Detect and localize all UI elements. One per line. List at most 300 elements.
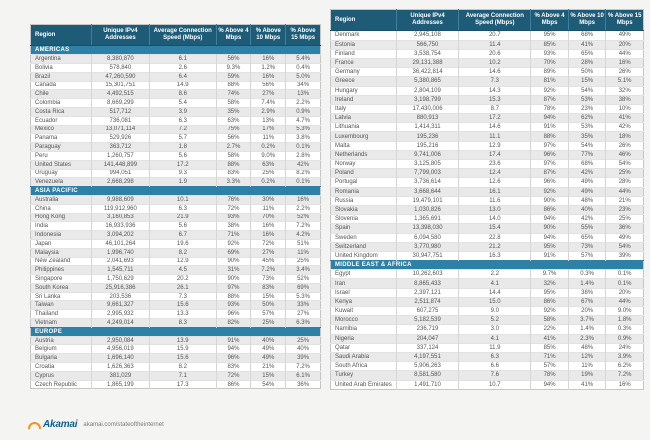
value-cell-speed: 10.1 — [149, 195, 216, 204]
table-row — [331, 270, 644, 279]
value-cell-above15: 52% — [286, 213, 321, 222]
value-cell-above4: 93% — [216, 213, 251, 222]
column-header-above15: % Above 15 Mbps — [286, 25, 321, 46]
value-cell-speed: 6.4 — [149, 72, 216, 81]
country-cell: Indonesia — [31, 231, 92, 240]
value-cell-speed: 8.2 — [149, 248, 216, 257]
country-cell: United States — [31, 160, 92, 169]
value-cell-above15: 36% — [606, 224, 644, 233]
value-cell-above10: 9.0% — [251, 151, 286, 160]
column-header-speed: Average Connection Speed (Mbps) — [149, 25, 216, 46]
value-cell-speed: 20.7 — [459, 31, 531, 40]
value-cell-above10: 63% — [251, 160, 286, 169]
value-cell-above4: 87% — [531, 95, 569, 104]
value-cell-ipv4: 29,131,388 — [396, 58, 459, 67]
table-row — [331, 316, 644, 325]
column-header-above4: % Above 4 Mbps — [216, 25, 251, 46]
country-cell: Latvia — [331, 114, 397, 123]
value-cell-ipv4: 6,094,580 — [396, 233, 459, 242]
value-cell-above15: 0.1% — [286, 143, 321, 152]
country-cell: Portugal — [331, 178, 397, 187]
value-cell-speed: 13.3 — [149, 310, 216, 319]
value-cell-above4: 91% — [531, 251, 569, 260]
akamai-logo — [28, 419, 77, 430]
value-cell-speed: 12.9 — [149, 257, 216, 266]
value-cell-above15: 28% — [606, 178, 644, 187]
country-cell: Spain — [331, 224, 397, 233]
value-cell-above15: 52% — [286, 275, 321, 284]
value-cell-above10: 21% — [251, 363, 286, 372]
value-cell-above4: 94% — [531, 380, 569, 389]
connection-speed-table-left — [30, 24, 321, 389]
value-cell-speed: 8.3 — [149, 319, 216, 328]
value-cell-above15: 0.9% — [606, 334, 644, 343]
value-cell-ipv4: 1,545,711 — [91, 266, 149, 275]
value-cell-above15: 49% — [606, 233, 644, 242]
value-cell-speed: 1.8 — [149, 143, 216, 152]
value-cell-above4: 93% — [216, 301, 251, 310]
value-cell-above10: 73% — [251, 275, 286, 284]
country-cell: Canada — [31, 81, 92, 90]
value-cell-speed: 14.9 — [149, 81, 216, 90]
value-cell-speed: 6.3 — [459, 352, 531, 361]
country-cell: Costa Rica — [31, 107, 92, 116]
value-cell-above4: 94% — [531, 114, 569, 123]
value-cell-above15: 25% — [606, 215, 644, 224]
table-row — [31, 257, 321, 266]
column-header-above4: % Above 4 Mbps — [531, 10, 569, 31]
value-cell-ipv4: 1,260,757 — [91, 151, 149, 160]
table-row — [31, 292, 321, 301]
value-cell-above15: 26% — [606, 68, 644, 77]
value-cell-above4: 63% — [216, 116, 251, 125]
country-cell: Peru — [31, 151, 92, 160]
value-cell-above10: 38% — [568, 288, 606, 297]
value-cell-ipv4: 2,397,121 — [396, 288, 459, 297]
value-cell-above4: 78% — [531, 104, 569, 113]
value-cell-above10: 62% — [568, 114, 606, 123]
value-cell-speed: 8.7 — [459, 104, 531, 113]
value-cell-speed: 17.2 — [149, 160, 216, 169]
value-cell-above15: 69% — [286, 283, 321, 292]
value-cell-above15: 25% — [286, 257, 321, 266]
value-cell-above15: 3.4% — [286, 266, 321, 275]
country-cell: Argentina — [31, 55, 92, 64]
country-cell: Hong Kong — [31, 213, 92, 222]
value-cell-above4: 90% — [216, 257, 251, 266]
value-cell-speed: 5.6 — [149, 222, 216, 231]
value-cell-ipv4: 2,945,108 — [396, 31, 459, 40]
table-row — [31, 380, 321, 389]
value-cell-above4: 32% — [531, 279, 569, 288]
value-cell-above4: 96% — [216, 354, 251, 363]
table-row — [31, 275, 321, 284]
value-cell-above15: 5.3% — [286, 292, 321, 301]
table-row — [331, 307, 644, 316]
value-cell-above10: 20% — [568, 307, 606, 316]
value-cell-above4: 97% — [216, 283, 251, 292]
country-cell: Kenya — [331, 297, 397, 306]
table-row — [331, 104, 644, 113]
value-cell-above10: 19% — [568, 371, 606, 380]
value-cell-ipv4: 30,947,751 — [396, 251, 459, 260]
table-row — [331, 362, 644, 371]
value-cell-above4: 82% — [216, 319, 251, 328]
value-cell-above4: 58% — [216, 151, 251, 160]
section-header-row — [31, 327, 321, 336]
value-cell-speed: 8.2 — [149, 363, 216, 372]
value-cell-above4: 56% — [216, 55, 251, 64]
footer-url[interactable]: akamai.com/stateoftheinternet — [83, 422, 164, 428]
table-row — [331, 132, 644, 141]
value-cell-speed: 16.3 — [459, 251, 531, 260]
table-row — [31, 204, 321, 213]
value-cell-above4: 58% — [216, 99, 251, 108]
value-cell-speed: 5.7 — [149, 134, 216, 143]
value-cell-speed: 14.6 — [459, 68, 531, 77]
value-cell-speed: 21.2 — [459, 242, 531, 251]
value-cell-above15: 0.9% — [286, 107, 321, 116]
header-row — [31, 25, 321, 46]
value-cell-ipv4: 363,712 — [91, 143, 149, 152]
value-cell-ipv4: 236,719 — [396, 325, 459, 334]
value-cell-above4: 74% — [216, 90, 251, 99]
country-cell: Paraguay — [31, 143, 92, 152]
value-cell-above4: 89% — [531, 68, 569, 77]
country-cell: Nigeria — [331, 334, 397, 343]
value-cell-ipv4: 3,770,980 — [396, 242, 459, 251]
country-cell: Brazil — [31, 72, 92, 81]
country-cell: Lithuania — [331, 123, 397, 132]
value-cell-speed: 20.2 — [149, 275, 216, 284]
value-cell-above4: 72% — [216, 371, 251, 380]
country-cell: Turkey — [331, 371, 397, 380]
value-cell-above15: 0.1% — [606, 270, 644, 279]
table-row — [31, 354, 321, 363]
value-cell-above15: 0.4% — [286, 63, 321, 72]
value-cell-above4: 90% — [531, 224, 569, 233]
country-cell: United Arab Emirates — [331, 380, 397, 389]
value-cell-above10: 50% — [568, 68, 606, 77]
value-cell-speed: 19.6 — [149, 239, 216, 248]
value-cell-above15: 25% — [286, 336, 321, 345]
country-cell: Italy — [331, 104, 397, 113]
table-row — [31, 55, 321, 64]
value-cell-ipv4: 1,414,311 — [396, 123, 459, 132]
country-cell: Japan — [31, 239, 92, 248]
value-cell-above10: 42% — [568, 169, 606, 178]
table-row — [331, 380, 644, 389]
value-cell-speed: 14.3 — [459, 86, 531, 95]
value-cell-above10: 68% — [568, 160, 606, 169]
table-row — [331, 141, 644, 150]
value-cell-ipv4: 47,260,590 — [91, 72, 149, 81]
table-row — [331, 31, 644, 40]
value-cell-ipv4: 1,030,826 — [396, 205, 459, 214]
table-row — [331, 215, 644, 224]
value-cell-speed: 16.1 — [459, 187, 531, 196]
table-row — [331, 224, 644, 233]
country-cell: Iran — [331, 279, 397, 288]
value-cell-above10: 49% — [251, 354, 286, 363]
value-cell-ipv4: 195,216 — [396, 141, 459, 150]
value-cell-speed: 14.6 — [459, 123, 531, 132]
value-cell-above4: 95% — [531, 288, 569, 297]
value-cell-above10: 57% — [251, 310, 286, 319]
value-cell-above15: 54% — [606, 242, 644, 251]
value-cell-above15: 5.1% — [606, 77, 644, 86]
table-row — [31, 345, 321, 354]
value-cell-speed: 6.3 — [149, 204, 216, 213]
country-cell: Luxembourg — [331, 132, 397, 141]
table-row — [331, 68, 644, 77]
value-cell-speed: 11.6 — [459, 196, 531, 205]
table-row — [31, 310, 321, 319]
table-row — [31, 169, 321, 178]
akamai-logo-text: Akamai — [43, 419, 78, 430]
value-cell-above15: 38% — [606, 95, 644, 104]
value-cell-speed: 17.2 — [459, 114, 531, 123]
value-cell-ipv4: 17,430,006 — [396, 104, 459, 113]
table-row — [331, 233, 644, 242]
value-cell-speed: 14.4 — [459, 288, 531, 297]
value-cell-above15: 5.3% — [286, 125, 321, 134]
value-cell-above10: 48% — [568, 196, 606, 205]
value-cell-speed: 9.0 — [459, 307, 531, 316]
value-cell-above4: 69% — [216, 248, 251, 257]
value-cell-ipv4: 13,398,030 — [396, 224, 459, 233]
table-row — [31, 72, 321, 81]
value-cell-above10: 11% — [251, 134, 286, 143]
value-cell-above15: 6.1% — [286, 371, 321, 380]
table-row — [331, 196, 644, 205]
value-cell-above4: 92% — [531, 307, 569, 316]
value-cell-ipv4: 880,913 — [396, 114, 459, 123]
column-header-ipv4: Unique IPv4 Addresses — [396, 10, 459, 31]
country-cell: South Africa — [331, 362, 397, 371]
value-cell-ipv4: 3,160,853 — [91, 213, 149, 222]
country-cell: Venezuela — [31, 178, 92, 187]
value-cell-above10: 57% — [568, 251, 606, 260]
value-cell-ipv4: 203,536 — [91, 292, 149, 301]
value-cell-above15: 3.8% — [286, 134, 321, 143]
value-cell-above15: 6.3% — [286, 319, 321, 328]
table-row — [31, 283, 321, 292]
value-cell-speed: 21.9 — [149, 213, 216, 222]
value-cell-above4: 76% — [216, 195, 251, 204]
country-cell: Bolivia — [31, 63, 92, 72]
value-cell-above10: 40% — [251, 336, 286, 345]
table-row — [31, 336, 321, 345]
value-cell-above15: 16% — [606, 380, 644, 389]
country-cell: Norway — [331, 160, 397, 169]
value-cell-above4: 9.7% — [531, 270, 569, 279]
value-cell-speed: 2.6 — [149, 63, 216, 72]
value-cell-ipv4: 3,668,644 — [396, 187, 459, 196]
value-cell-speed: 7.3 — [149, 292, 216, 301]
value-cell-ipv4: 2,668,298 — [91, 178, 149, 187]
value-cell-above15: 25% — [606, 169, 644, 178]
table-row — [31, 248, 321, 257]
value-cell-above10: 3.7% — [568, 316, 606, 325]
value-cell-speed: 7.1 — [149, 371, 216, 380]
table-row — [31, 107, 321, 116]
value-cell-above15: 4.2% — [286, 231, 321, 240]
value-cell-above10: 41% — [568, 380, 606, 389]
value-cell-above15: 20% — [606, 40, 644, 49]
country-cell: Namibia — [331, 325, 397, 334]
table-row — [331, 77, 644, 86]
country-cell: France — [331, 58, 397, 67]
value-cell-speed: 15.9 — [149, 345, 216, 354]
value-cell-above15: 24% — [606, 343, 644, 352]
value-cell-above10: 23% — [568, 104, 606, 113]
country-cell: Hungary — [331, 86, 397, 95]
table-row — [331, 114, 644, 123]
value-cell-ipv4: 10,262,603 — [396, 270, 459, 279]
value-cell-above4: 97% — [531, 141, 569, 150]
value-cell-speed: 15.0 — [459, 297, 531, 306]
value-cell-above15: 8.2% — [286, 169, 321, 178]
section-title: ASIA PACIFIC — [31, 187, 321, 196]
value-cell-above4: 88% — [216, 292, 251, 301]
value-cell-above10: 15% — [568, 77, 606, 86]
value-cell-above10: 49% — [251, 345, 286, 354]
value-cell-ipv4: 9,741,006 — [396, 150, 459, 159]
value-cell-speed: 15.6 — [149, 354, 216, 363]
value-cell-ipv4: 529,926 — [91, 134, 149, 143]
value-cell-ipv4: 9,988,609 — [91, 195, 149, 204]
value-cell-above4: 71% — [531, 352, 569, 361]
column-header-above10: % Above 10 Mbps — [251, 25, 286, 46]
value-cell-above4: 88% — [531, 132, 569, 141]
value-cell-ipv4: 2,041,693 — [91, 257, 149, 266]
value-cell-ipv4: 141,448,899 — [91, 160, 149, 169]
value-cell-speed: 5.4 — [149, 99, 216, 108]
value-cell-above15: 20% — [606, 288, 644, 297]
value-cell-above4: 92% — [531, 86, 569, 95]
section-header-row — [31, 46, 321, 55]
table-row — [331, 242, 644, 251]
value-cell-above15: 2.2% — [286, 204, 321, 213]
country-cell: Slovenia — [331, 215, 397, 224]
value-cell-above15: 46% — [606, 150, 644, 159]
value-cell-above15: 7.2% — [286, 363, 321, 372]
value-cell-speed: 7.6 — [459, 371, 531, 380]
value-cell-above4: 94% — [531, 215, 569, 224]
value-cell-above4: 38% — [216, 222, 251, 231]
table-row — [331, 40, 644, 49]
country-cell: Singapore — [31, 275, 92, 284]
value-cell-ipv4: 8,380,870 — [91, 55, 149, 64]
country-cell: Finland — [331, 49, 397, 58]
connection-speed-table-right — [330, 9, 644, 390]
value-cell-speed: 14.0 — [459, 215, 531, 224]
table-row — [331, 49, 644, 58]
value-cell-above4: 85% — [531, 343, 569, 352]
country-cell: Cyprus — [31, 371, 92, 380]
country-cell: Denmark — [331, 31, 397, 40]
country-cell: Poland — [331, 169, 397, 178]
value-cell-ipv4: 1,696,140 — [91, 354, 149, 363]
value-cell-ipv4: 3,094,202 — [91, 231, 149, 240]
table-row — [31, 160, 321, 169]
country-cell: Australia — [31, 195, 92, 204]
table-row — [331, 352, 644, 361]
value-cell-ipv4: 5,182,539 — [396, 316, 459, 325]
value-cell-speed: 7.3 — [459, 77, 531, 86]
value-cell-above4: 81% — [531, 77, 569, 86]
value-cell-above4: 91% — [531, 123, 569, 132]
value-cell-ipv4: 2,804,109 — [396, 86, 459, 95]
value-cell-above4: 96% — [531, 150, 569, 159]
country-cell: New Zealand — [31, 257, 92, 266]
value-cell-above10: 1.4% — [568, 325, 606, 334]
value-cell-above4: 71% — [216, 231, 251, 240]
value-cell-ipv4: 736,081 — [91, 116, 149, 125]
column-header-above10: % Above 10 Mbps — [568, 10, 606, 31]
value-cell-above4: 2.7% — [216, 143, 251, 152]
table-row — [331, 279, 644, 288]
country-cell: Russia — [331, 196, 397, 205]
country-cell: Sri Lanka — [31, 292, 92, 301]
value-cell-above4: 75% — [216, 125, 251, 134]
value-cell-above10: 49% — [568, 178, 606, 187]
table-row — [331, 251, 644, 260]
value-cell-speed: 3.0 — [459, 325, 531, 334]
value-cell-ipv4: 4,249,014 — [91, 319, 149, 328]
country-cell: Saudi Arabia — [331, 352, 397, 361]
value-cell-ipv4: 5,380,865 — [396, 77, 459, 86]
value-cell-above15: 5.4% — [286, 55, 321, 64]
value-cell-above4: 78% — [531, 371, 569, 380]
value-cell-above15: 44% — [606, 187, 644, 196]
value-cell-ipv4: 19,479,101 — [396, 196, 459, 205]
value-cell-above10: 0.3% — [568, 270, 606, 279]
value-cell-above10: 16% — [251, 222, 286, 231]
value-cell-above10: 7.2% — [251, 266, 286, 275]
value-cell-ipv4: 2,995,932 — [91, 310, 149, 319]
value-cell-above10: 73% — [568, 242, 606, 251]
value-cell-speed: 11.9 — [459, 343, 531, 352]
value-cell-ipv4: 3,538,754 — [396, 49, 459, 58]
value-cell-above15: 10% — [606, 104, 644, 113]
value-cell-ipv4: 1,750,629 — [91, 275, 149, 284]
value-cell-above10: 28% — [568, 58, 606, 67]
value-cell-above4: 86% — [531, 297, 569, 306]
value-cell-above4: 58% — [531, 316, 569, 325]
value-cell-speed: 4.5 — [149, 266, 216, 275]
value-cell-ipv4: 4,492,515 — [91, 90, 149, 99]
value-cell-above4: 91% — [216, 336, 251, 345]
value-cell-above10: 65% — [568, 233, 606, 242]
table-row — [331, 178, 644, 187]
country-cell: Greece — [331, 77, 397, 86]
value-cell-speed: 26.1 — [149, 283, 216, 292]
value-cell-ipv4: 16,933,936 — [91, 222, 149, 231]
section-title: MIDDLE EAST & AFRICA — [331, 261, 644, 270]
value-cell-above10: 35% — [568, 132, 606, 141]
value-cell-speed: 15.3 — [459, 95, 531, 104]
value-cell-above15: 27% — [286, 310, 321, 319]
table-row — [331, 95, 644, 104]
table-row — [331, 86, 644, 95]
table-row — [31, 90, 321, 99]
value-cell-above10: 40% — [568, 205, 606, 214]
table-row — [31, 231, 321, 240]
value-cell-above10: 13% — [251, 116, 286, 125]
footer — [28, 419, 164, 430]
